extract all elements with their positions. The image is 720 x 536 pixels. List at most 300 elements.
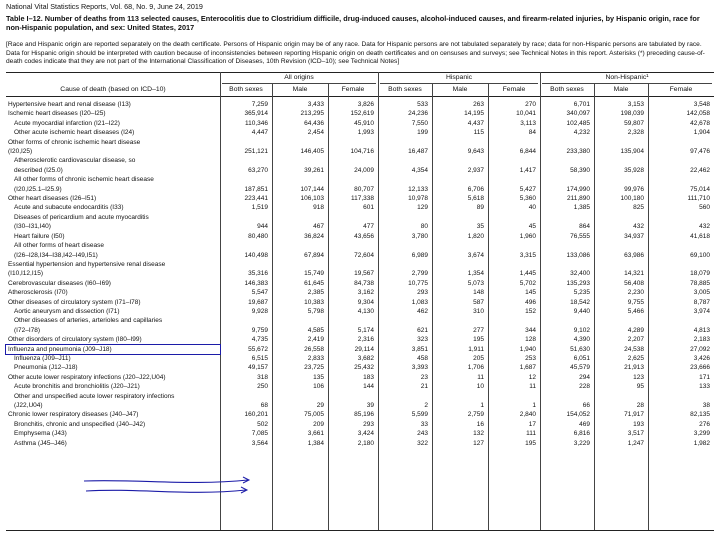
cell-value: 145: [525, 289, 536, 297]
cell-value: 496: [525, 298, 536, 306]
cause-label-line: (I72–I78): [14, 326, 41, 334]
cause-label: [6, 241, 220, 260]
cell-value: 106: [313, 383, 324, 391]
cell-value: 6,816: [573, 430, 590, 438]
cell-value: 1,940: [519, 345, 536, 353]
cause-label-line: All other forms of chronic ischemic heart disease: [14, 176, 154, 184]
cell-value: 117,338: [350, 195, 374, 203]
cause-label-line: Pneumonia (J12–J18): [14, 364, 78, 372]
cell-value: 102,485: [566, 119, 590, 127]
cell-value: 2,419: [307, 336, 324, 344]
cell-value: 1,385: [573, 204, 590, 212]
cell-value: 26,558: [304, 345, 324, 353]
cause-label: [6, 213, 220, 232]
cell-value: 4,447: [251, 129, 268, 137]
cell-value: 174,990: [566, 185, 590, 193]
cell-value: 1,993: [357, 129, 374, 137]
table-row: [6, 100, 714, 109]
cell-value: 133,086: [566, 251, 590, 259]
cell-value: 5,466: [627, 307, 644, 315]
cell-value: 462: [417, 307, 428, 315]
cell-value: 7,259: [251, 101, 268, 108]
cause-label: [6, 119, 220, 128]
cell-value: 1,904: [693, 129, 710, 137]
group-header-hispanic: Hispanic: [445, 74, 473, 81]
cell-value: 171: [699, 373, 710, 381]
cell-value: 58,390: [570, 166, 590, 174]
cell-value: 146,405: [300, 148, 324, 156]
table-row: [6, 429, 714, 438]
cell-value: 263: [473, 101, 484, 108]
cause-label: [6, 307, 220, 316]
cell-value: 3,548: [693, 101, 710, 108]
cell-value: 9,928: [251, 307, 268, 315]
data-table: [6, 100, 714, 448]
cause-label-line: Influenza (J09–J11): [14, 354, 71, 362]
cell-value: 111,710: [687, 195, 710, 203]
column-header-all-female: Female: [341, 86, 365, 93]
cell-value: 1,445: [519, 270, 536, 278]
cell-value: 1,820: [467, 232, 484, 240]
cause-label-line: Other acute lower respiratory infections (J20–J22,U04): [8, 373, 166, 381]
cell-value: 7,085: [251, 430, 268, 438]
cell-value: 2,840: [519, 411, 536, 419]
cell-value: 19,567: [354, 270, 374, 278]
cell-value: 29,114: [354, 345, 374, 353]
cell-value: 270: [525, 101, 536, 108]
cell-value: 40: [528, 204, 536, 212]
group-header-all-origins: All origins: [284, 74, 314, 81]
cause-label-line: Acute bronchitis and bronchiolitis (J20–J21): [14, 383, 140, 391]
column-header-non-both: Both sexes: [550, 86, 584, 93]
cell-value: 7,550: [411, 119, 428, 127]
arrow-icon: [243, 477, 249, 483]
cell-value: 123: [633, 373, 644, 381]
cell-value: 477: [363, 223, 374, 231]
cell-value: 277: [473, 326, 484, 334]
cell-value: 2,328: [627, 129, 644, 137]
cell-value: 3,826: [357, 101, 374, 108]
cell-value: 3,162: [357, 289, 374, 297]
cause-label: [6, 373, 220, 382]
column-header-his-both: Both sexes: [388, 86, 422, 93]
cause-label-line: Influenza and pneumonia (J09–J18): [8, 345, 112, 353]
cell-value: 27,092: [690, 345, 710, 353]
table-row: [6, 373, 714, 382]
cell-value: 23: [420, 373, 428, 381]
cell-value: 250: [257, 383, 268, 391]
cell-value: 2,180: [357, 439, 374, 447]
table-row: [6, 354, 714, 363]
cell-value: 41,618: [690, 232, 710, 240]
cell-value: 3,780: [411, 232, 428, 240]
cell-value: 253: [525, 354, 536, 362]
cell-value: 3,229: [573, 439, 590, 447]
cell-value: 5,235: [573, 289, 590, 297]
cell-value: 61,645: [304, 279, 324, 287]
cell-value: 24,538: [624, 345, 644, 353]
cause-label-line: Diseases of pericardium and acute myocarditis: [14, 213, 149, 221]
table-row: [6, 279, 714, 288]
group-header-non-hispanic: Non-Hispanic¹: [605, 74, 649, 81]
cell-value: 3,113: [520, 119, 536, 127]
cell-value: 4,232: [573, 129, 590, 137]
cell-value: 12,133: [408, 185, 428, 193]
cell-value: 10: [476, 383, 484, 391]
cell-value: 144: [363, 383, 374, 391]
cell-value: 35: [476, 223, 484, 231]
cause-label-line: Aortic aneurysm and dissection (I71): [14, 307, 120, 315]
cell-value: 233,380: [566, 148, 590, 156]
cell-value: 84: [528, 129, 536, 137]
cell-value: 310: [473, 307, 484, 315]
cell-value: 601: [363, 204, 374, 212]
table-row: [6, 109, 714, 118]
cell-value: 111: [526, 430, 536, 438]
table-row: [6, 288, 714, 297]
cell-value: 6,515: [251, 354, 268, 362]
cause-label-line: Other acute ischemic heart diseases (I24): [14, 129, 135, 137]
cell-value: 209: [313, 420, 324, 428]
group-underline: [380, 83, 538, 84]
cause-label: [6, 429, 220, 438]
cell-value: 5,427: [519, 185, 536, 193]
cause-label-line: Hypertensive heart and renal disease (I13): [8, 101, 131, 108]
cause-label: [6, 175, 220, 194]
cell-value: 2,759: [467, 411, 484, 419]
cell-value: 104,716: [350, 148, 374, 156]
column-header-his-male: Male: [452, 86, 468, 93]
cell-value: 80,707: [354, 185, 374, 193]
cell-value: 5,360: [519, 195, 536, 203]
cell-value: 198,039: [620, 110, 644, 118]
cell-value: 2,625: [627, 354, 644, 362]
cell-value: 8,787: [693, 298, 710, 306]
cell-value: 467: [313, 223, 324, 231]
cell-value: 10,775: [408, 279, 428, 287]
cell-value: 49,157: [248, 364, 268, 372]
cell-value: 107,144: [300, 185, 324, 193]
cell-value: 294: [579, 373, 590, 381]
cell-value: 45: [528, 223, 536, 231]
cell-value: 1: [480, 402, 484, 409]
cause-label: [6, 128, 220, 137]
cell-value: 3,682: [357, 354, 374, 362]
cell-value: 17: [528, 420, 536, 428]
table-title: Table I–12. Number of deaths from 113 selected causes, Enterocolitis due to Clostridium difficile, drug-induced causes, alcohol-induced causes, and firearm-related injuries, by Hispanic origin, race for non-Hispanic population, and sex: United States, 2017: [6, 14, 700, 32]
cause-label-line: Atherosclerosis (I70): [8, 289, 68, 297]
cell-value: 9,304: [357, 298, 374, 306]
cell-value: 67,894: [304, 251, 324, 259]
table-row: [6, 439, 714, 448]
cause-label: [6, 156, 220, 175]
cause-label-line: Other and unspecified acute lower respiratory infections: [14, 392, 175, 400]
cell-value: 160,201: [244, 411, 268, 419]
cause-label-line: Heart failure (I50): [14, 232, 65, 240]
table-row: [6, 420, 714, 429]
cause-label-line: Other heart diseases (I26–I51): [8, 195, 97, 203]
cause-label: [6, 335, 220, 344]
cell-value: 6,051: [573, 354, 590, 362]
cell-value: 99,976: [624, 185, 644, 193]
cell-value: 140,498: [244, 251, 268, 259]
cell-value: 9,440: [573, 307, 590, 315]
cell-value: 3,299: [693, 430, 710, 438]
cell-value: 6,989: [411, 251, 428, 259]
cause-label: [6, 100, 220, 109]
cell-value: 195: [473, 336, 484, 344]
cell-value: 4,130: [357, 307, 374, 315]
cell-value: 1,911: [468, 345, 484, 353]
cell-value: 115: [473, 129, 484, 137]
cell-value: 135,293: [566, 279, 590, 287]
cell-value: 45,579: [570, 364, 590, 372]
cell-value: 29: [316, 402, 324, 409]
cell-value: 14,195: [464, 110, 484, 118]
cause-label: [6, 260, 220, 279]
cell-value: 322: [417, 439, 428, 447]
cell-value: 1,519: [251, 204, 268, 212]
table-row: [6, 335, 714, 344]
cell-value: 152,619: [350, 110, 374, 118]
cell-value: 142,058: [686, 110, 710, 118]
cell-value: 10,383: [304, 298, 324, 306]
cell-value: 128: [525, 336, 536, 344]
cause-label: [6, 382, 220, 391]
column-header-all-both: Both sexes: [229, 86, 263, 93]
table-row: [6, 410, 714, 419]
table-bottom-rule: [6, 530, 714, 531]
cell-value: 38: [702, 402, 710, 409]
cell-value: 6,701: [573, 101, 590, 108]
cell-value: 243: [417, 430, 428, 438]
cell-value: 84,738: [354, 279, 374, 287]
table-row: [6, 307, 714, 316]
cell-value: 4,585: [307, 326, 324, 334]
cell-value: 195: [525, 439, 536, 447]
cause-label: [6, 345, 220, 354]
cell-value: 9,755: [627, 298, 644, 306]
cause-label-line: described (I25.0): [14, 166, 63, 174]
cell-value: 502: [257, 420, 268, 428]
cause-label-line: Acute myocardial infarction (I21–I22): [14, 119, 120, 127]
cause-label: [6, 109, 220, 118]
cell-value: 2,316: [357, 336, 374, 344]
group-underline: [222, 83, 376, 84]
cell-value: 344: [525, 326, 536, 334]
cause-label: [6, 138, 220, 157]
cell-value: 129: [417, 204, 428, 212]
cell-value: 66: [582, 402, 590, 409]
cell-value: 293: [417, 289, 428, 297]
cell-value: 32,400: [570, 270, 590, 278]
cell-value: 1,354: [467, 270, 484, 278]
column-header-all-male: Male: [292, 86, 308, 93]
cell-value: 2,937: [467, 166, 484, 174]
cell-value: 199: [417, 129, 428, 137]
cell-value: 183: [363, 373, 374, 381]
cell-value: 135,904: [620, 148, 644, 156]
column-header-non-female: Female: [669, 86, 693, 93]
cell-value: 39: [366, 402, 374, 409]
cell-value: 152: [525, 307, 536, 315]
cell-value: 10,978: [408, 195, 428, 203]
cell-value: 365,914: [244, 110, 268, 118]
cell-value: 4,289: [627, 326, 644, 334]
cell-value: 1,960: [519, 232, 536, 240]
hand-drawn-underline: [84, 480, 248, 482]
cell-value: 205: [473, 354, 484, 362]
table-row: [6, 382, 714, 391]
table-row: [6, 156, 714, 175]
cause-label-line: Other disorders of circulatory system (I80–I99): [8, 336, 142, 344]
cell-value: 5,547: [251, 289, 268, 297]
cause-label-line: (I26–I28,I34–I38,I42–I49,I51): [14, 251, 98, 259]
table-row: [6, 316, 714, 335]
cell-value: 4,354: [411, 166, 428, 174]
cell-value: 1,417: [519, 166, 536, 174]
cell-value: 80,480: [248, 232, 268, 240]
cause-label: [6, 410, 220, 419]
cell-value: 621: [417, 326, 428, 334]
cell-value: 63,270: [248, 166, 268, 174]
cause-label: [6, 203, 220, 212]
cause-label-line: Other diseases of arteries, arterioles and capillaries: [14, 317, 163, 325]
cell-value: 28: [636, 402, 644, 409]
cell-value: 3,564: [251, 439, 268, 447]
cell-value: 33: [420, 420, 428, 428]
cell-value: 5,702: [519, 279, 536, 287]
cell-value: 21: [420, 383, 428, 391]
cell-value: 36,824: [304, 232, 324, 240]
table-row: [6, 128, 714, 137]
table-row: [6, 138, 714, 157]
cell-value: 97,476: [690, 148, 710, 156]
cell-value: 4,735: [251, 336, 268, 344]
cell-value: 11: [529, 383, 536, 391]
cell-value: 12: [528, 373, 536, 381]
cell-value: 458: [417, 354, 428, 362]
cell-value: 228: [579, 383, 590, 391]
cause-label-line: Chronic lower respiratory diseases (J40–J47): [8, 411, 139, 419]
cause-label-line: Asthma (J45–J46): [14, 439, 67, 447]
cell-value: 293: [363, 420, 374, 428]
cell-value: 323: [417, 336, 428, 344]
cell-value: 68: [260, 402, 268, 409]
cell-value: 1,687: [519, 364, 536, 372]
arrow-icon: [241, 487, 247, 493]
cell-value: 1,083: [411, 298, 428, 306]
cell-value: 21,913: [624, 364, 644, 372]
group-underline: [542, 83, 712, 84]
cell-value: 16,487: [408, 148, 428, 156]
cell-value: 432: [633, 223, 644, 231]
cause-label-line: (J22,U04): [14, 402, 43, 409]
cell-value: 1: [532, 402, 536, 409]
cause-label-line: (I20,I25): [8, 148, 33, 156]
cell-value: 3,851: [411, 345, 428, 353]
cell-value: 35,316: [248, 270, 268, 278]
cell-value: 63,986: [624, 251, 644, 259]
cell-value: 2,230: [627, 289, 644, 297]
cell-value: 132: [473, 430, 484, 438]
cell-value: 23,666: [690, 364, 710, 372]
cell-value: 106,103: [300, 195, 324, 203]
cell-value: 64,436: [304, 119, 324, 127]
table-row: [6, 213, 714, 232]
cell-value: 1,982: [693, 439, 710, 447]
cell-value: 9,643: [467, 148, 484, 156]
cell-value: 69,100: [690, 251, 710, 259]
cell-value: 43,656: [354, 232, 374, 240]
cell-value: 3,433: [307, 101, 324, 108]
cause-label: [6, 232, 220, 241]
table-body: [6, 100, 714, 448]
cell-value: 276: [699, 420, 710, 428]
column-header-non-male: Male: [613, 86, 629, 93]
table-row: [6, 119, 714, 128]
cell-value: 2,385: [307, 289, 324, 297]
cause-label: [6, 363, 220, 372]
cell-value: 432: [699, 223, 710, 231]
report-header: National Vital Statistics Reports, Vol. 68, No. 9, June 24, 2019: [6, 2, 203, 11]
header-top-rule: [6, 72, 714, 73]
table-row: [6, 298, 714, 307]
cause-label: [6, 279, 220, 288]
cell-value: 80: [420, 223, 428, 231]
cell-value: 25,432: [354, 364, 374, 372]
cell-value: 110,346: [244, 119, 268, 127]
cause-label-line: Atherosclerotic cardiovascular disease, so: [14, 157, 136, 165]
cause-label: [6, 194, 220, 203]
cell-value: 3,393: [411, 364, 428, 372]
cell-value: 2,454: [307, 129, 324, 137]
cause-label: [6, 288, 220, 297]
cell-value: 3,005: [693, 289, 710, 297]
cell-value: 193: [633, 420, 644, 428]
cell-value: 135: [313, 373, 324, 381]
cell-value: 251,121: [244, 148, 268, 156]
cell-value: 15,749: [304, 270, 324, 278]
cell-value: 825: [633, 204, 644, 212]
cell-value: 133: [699, 383, 710, 391]
cell-value: 85,196: [354, 411, 374, 419]
cell-value: 9,102: [573, 326, 590, 334]
cell-value: 6,706: [467, 185, 484, 193]
cell-value: 2,207: [627, 336, 644, 344]
cell-value: 127: [473, 439, 484, 447]
cell-value: 42,678: [690, 119, 710, 127]
cell-value: 5,073: [467, 279, 484, 287]
table-row: [6, 392, 714, 411]
cause-label-line: All other forms of heart disease: [14, 242, 104, 250]
table-row: [6, 194, 714, 203]
cell-value: 3,661: [307, 430, 324, 438]
cell-value: 5,599: [411, 411, 428, 419]
cell-value: 16: [476, 420, 484, 428]
table-row: [6, 175, 714, 194]
cell-value: 223,441: [244, 195, 268, 203]
cell-value: 318: [257, 373, 268, 381]
cause-label: [6, 439, 220, 448]
cell-value: 3,424: [357, 430, 374, 438]
cell-value: 5,618: [467, 195, 484, 203]
table-row: [6, 345, 714, 354]
cause-label-line: Emphysema (J43): [14, 430, 67, 438]
cell-value: 51,630: [570, 345, 590, 353]
cause-label-line: Essential hypertension and hypertensive renal disease: [8, 260, 166, 268]
cell-value: 3,517: [627, 430, 644, 438]
